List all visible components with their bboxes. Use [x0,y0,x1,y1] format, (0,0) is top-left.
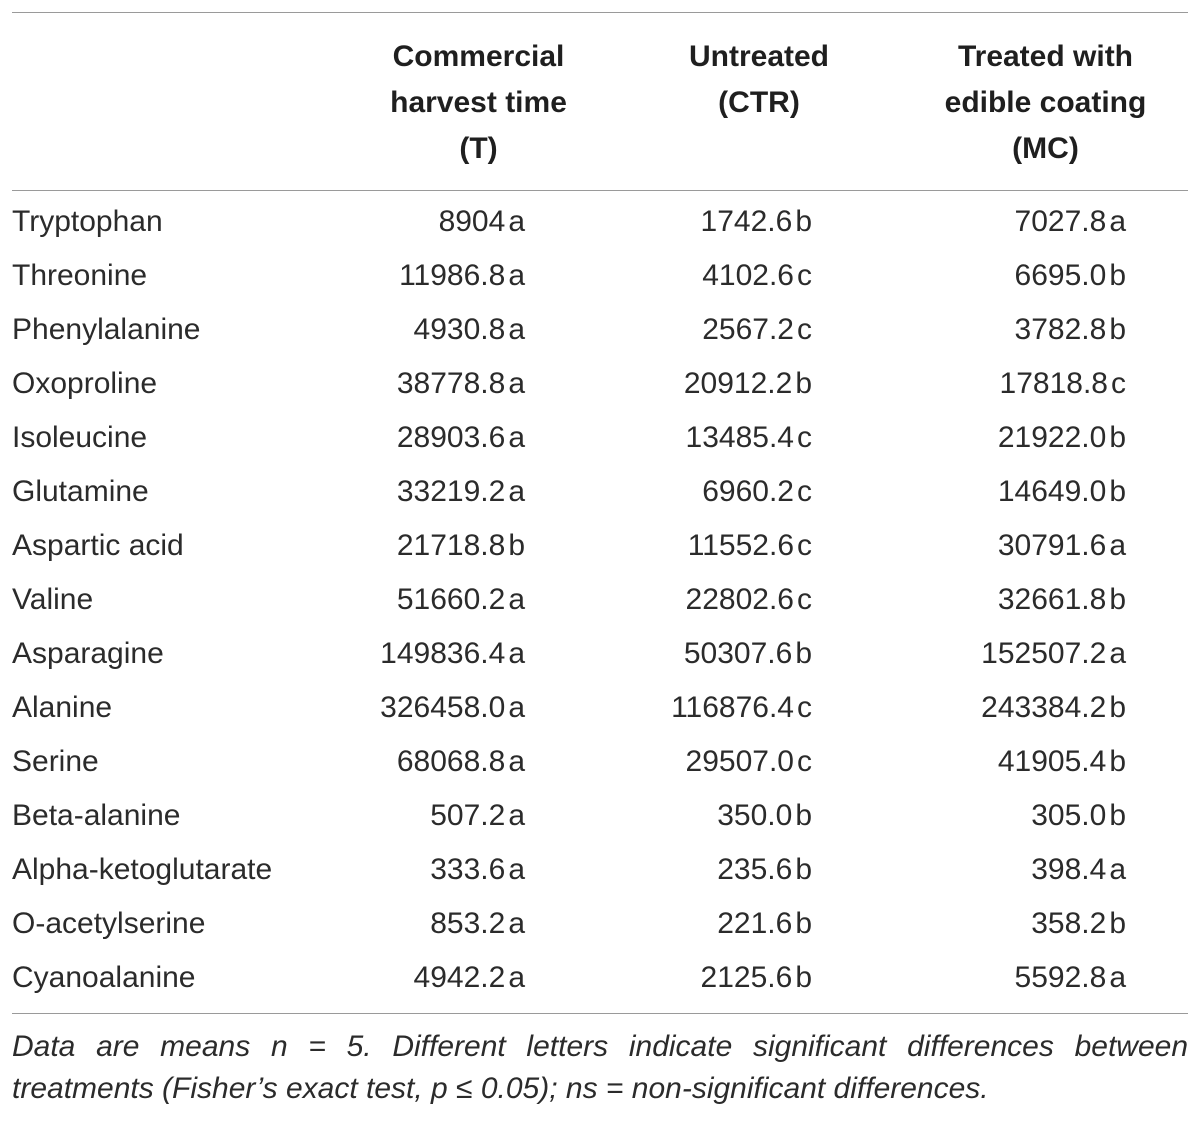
header-compound [12,13,342,191]
significance-letter: b [1109,313,1126,346]
amino-acid-table [12,13,1188,1013]
significance-letter: b [795,907,812,940]
value-harvest-time: 28903.6 a [396,421,525,454]
significance-letter: c [797,259,812,292]
significance-letter: b [1109,475,1126,508]
significance-letter: a [1109,961,1126,994]
value-harvest-time: 149836.4 a [380,637,525,670]
value-treated: 41905.4 b [997,745,1126,778]
value-harvest-time: 4942.2 a [413,961,525,994]
significance-letter: b [1109,907,1126,940]
table-row [12,357,1188,411]
compound-name: Aspartic acid [12,529,184,562]
compound-name: Isoleucine [12,421,148,454]
table-row [12,573,1188,627]
value-treated: 30791.6 a [997,529,1126,562]
compound-name: Glutamine [12,475,149,508]
value-harvest-time: 333.6 a [430,853,525,886]
table-row [12,627,1188,681]
significance-letter: c [1111,367,1126,400]
significance-letter: b [1109,799,1126,832]
table-row [12,789,1188,843]
table-row [12,897,1188,951]
value-treated: 6695.0 b [1014,259,1126,292]
value-harvest-time: 507.2 a [430,799,525,832]
value-treated: 32661.8 b [997,583,1126,616]
table-row [12,519,1188,573]
compound-name: O-acetylserine [12,907,206,940]
compound-name: Phenylalanine [12,313,201,346]
significance-letter: a [508,313,525,346]
significance-letter: b [1109,691,1126,724]
compound-name: Beta-alanine [12,799,181,832]
significance-letter: b [795,205,812,238]
value-harvest-time: 8904 a [438,205,525,238]
value-untreated: 350.0 b [717,799,812,832]
significance-letter: b [1109,421,1126,454]
significance-letter: a [508,475,525,508]
significance-letter: b [1109,583,1126,616]
value-treated: 152507.2 a [981,637,1126,670]
value-untreated: 29507.0 c [685,745,812,778]
significance-letter: a [508,961,525,994]
value-untreated: 221.6 b [717,907,812,940]
significance-letter: c [797,745,812,778]
table-row [12,411,1188,465]
table-row [12,465,1188,519]
compound-name: Alanine [12,691,113,724]
compound-name: Tryptophan [12,205,163,238]
value-treated: 398.4 a [1031,853,1126,886]
significance-letter: a [508,853,525,886]
value-treated: 3782.8 b [1014,313,1126,346]
table-row [12,191,1188,249]
value-untreated: 235.6 b [717,853,812,886]
significance-letter: a [1109,205,1126,238]
significance-letter: a [508,745,525,778]
value-treated: 7027.8 a [1014,205,1126,238]
value-treated: 14649.0 b [997,475,1126,508]
header-row [12,13,1188,191]
significance-letter: a [508,907,525,940]
significance-letter: a [508,421,525,454]
significance-letter: b [795,853,812,886]
value-harvest-time: 51660.2 a [396,583,525,616]
significance-letter: b [508,529,525,562]
value-untreated: 22802.6 c [685,583,812,616]
table-row [12,843,1188,897]
significance-letter: b [1109,745,1126,778]
value-untreated: 116876.4 c [671,691,812,724]
significance-letter: a [508,259,525,292]
compound-name: Asparagine [12,637,164,670]
value-harvest-time: 21718.8 b [396,529,525,562]
compound-name: Valine [12,583,94,616]
significance-letter: a [1109,853,1126,886]
table-container [12,12,1188,1110]
value-untreated: 13485.4 c [685,421,812,454]
value-untreated: 4102.6 c [702,259,812,292]
table-row [12,249,1188,303]
significance-letter: a [508,367,525,400]
value-harvest-time: 4930.8 a [413,313,525,346]
value-untreated: 11552.6 c [687,529,812,562]
value-harvest-time: 11986.8 a [399,259,525,292]
value-treated: 5592.8 a [1014,961,1126,994]
header-harvest-time: Commercial harvest time (T) [390,40,567,165]
significance-letter: a [508,691,525,724]
value-untreated: 50307.6 b [683,637,812,670]
significance-letter: c [797,529,812,562]
significance-letter: c [797,583,812,616]
significance-letter: c [797,691,812,724]
significance-letter: c [797,313,812,346]
value-treated: 17818.8 c [999,367,1126,400]
value-treated: 243384.2 b [981,691,1126,724]
significance-letter: a [1109,529,1126,562]
compound-name: Alpha-ketoglutarate [12,853,273,886]
value-untreated: 2125.6 b [700,961,812,994]
value-treated: 305.0 b [1031,799,1126,832]
compound-name: Threonine [12,259,148,292]
value-harvest-time: 33219.2 a [396,475,525,508]
table-row [12,681,1188,735]
significance-letter: a [1109,637,1126,670]
value-untreated: 1742.6 b [700,205,812,238]
significance-letter: b [795,637,812,670]
significance-letter: a [508,583,525,616]
significance-letter: b [795,961,812,994]
value-untreated: 2567.2 c [702,313,812,346]
significance-letter: b [795,799,812,832]
value-untreated: 6960.2 c [702,475,812,508]
significance-letter: a [508,205,525,238]
significance-letter: b [795,367,812,400]
value-harvest-time: 853.2 a [430,907,525,940]
table-row [12,951,1188,1013]
header-treated: Treated with edible coating (MC) [944,40,1147,165]
significance-letter: c [797,421,812,454]
significance-letter: a [508,799,525,832]
compound-name: Cyanoalanine [12,961,196,994]
value-untreated: 20912.2 b [683,367,812,400]
compound-name: Oxoproline [12,367,158,400]
table-row [12,735,1188,789]
value-treated: 21922.0 b [997,421,1126,454]
significance-letter: b [1109,259,1126,292]
table-row [12,303,1188,357]
compound-name: Serine [12,745,99,778]
significance-letter: c [797,475,812,508]
value-harvest-time: 68068.8 a [396,745,525,778]
table-footnote: Data are means n = 5. Different letters indicate significant differences between treatments (Fisher’s exact test, p ≤ 0.05); ns = non-significant differences. [12,1030,1188,1105]
value-treated: 358.2 b [1031,907,1126,940]
value-harvest-time: 326458.0 a [380,691,525,724]
header-untreated: Untreated (CTR) [688,40,830,119]
value-harvest-time: 38778.8 a [396,367,525,400]
significance-letter: a [508,637,525,670]
